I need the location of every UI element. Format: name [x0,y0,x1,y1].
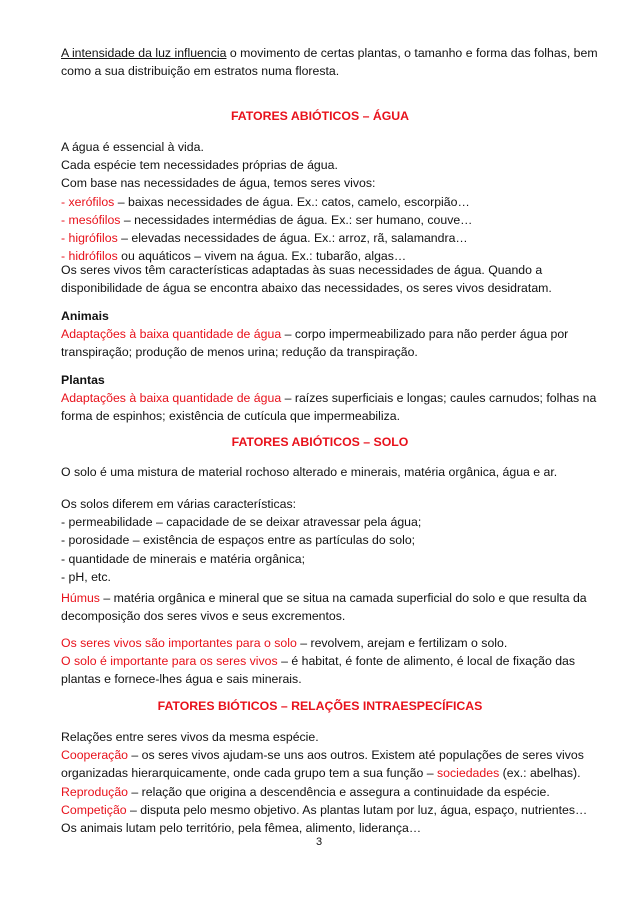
agua-type-term: - hidrófilos [61,249,118,264]
competicao-text: – disputa pelo mesmo objetivo. As plantas lutam por luz, água, espaço, nutrientes… [126,802,588,817]
importance-text-3: plantas e fornece-lhes água e sais minerais. [61,672,302,687]
solo-list-item: - quantidade de minerais e matéria orgânica; [61,551,306,566]
agua-line: A água é essencial à vida. [61,140,204,154]
competicao-text-2: Os animais lutam pelo território, pela fêmea, alimento, liderança… [61,820,422,835]
plantas-text-2: forma de espinhos; existência de cutícula que impermeabiliza. [61,409,401,424]
importance-text-2: – é habitat, é fonte de alimento, é local de fixação das [277,654,576,669]
cooperacao-text-2: organizadas hierarquicamente, onde cada grupo tem a sua função – [61,766,437,781]
solo-definition [61,463,581,481]
reproducao-term: Reprodução [61,784,128,799]
agua-type-desc: ou aquáticos – vivem na água. Ex.: tubarão, algas… [117,249,407,264]
agua-type-item [61,211,581,229]
agua-intro [61,138,581,265]
agua-type-item [61,193,581,211]
cooperacao-text: – os seres vivos ajudam-se uns aos outros. Existem até populações de seres vivos [128,748,584,763]
plantas-term: Adaptações à baixa quantidade de água [61,391,282,406]
solo-importance [61,634,581,689]
animais-text: – corpo impermeabilizado para não perder água por [281,327,569,342]
solo-list-item: - permeabilidade – capacidade de se deixar atravessar pela água; [61,515,422,530]
plantas-title: Plantas [61,373,105,387]
bioticos-intro: Relações entre seres vivos da mesma espécie. [61,730,319,744]
agua-type-term: - mesófilos [61,212,121,227]
animais-term: Adaptações à baixa quantidade de água [61,327,282,342]
agua-type-term: - xerófilos [61,194,115,209]
sociedades-term: sociedades [437,766,500,781]
solo-list-item: - porosidade – existência de espaços entre as partículas do solo; [61,533,416,548]
agua-type-term: - higrófilos [61,230,118,245]
competicao-term: Competição [61,802,127,817]
page-number: 3 [315,836,323,848]
solo-characteristics [61,495,581,586]
cooperacao-example: (ex.: abelhas). [499,766,581,781]
solo-list-item: - pH, etc. [61,569,111,584]
paragraph-line: Os seres vivos têm características adaptadas às suas necessidades de água. Quando a [61,263,543,277]
agua-type-desc: – necessidades intermédias de água. Ex.: ser humano, couve… [120,212,473,227]
humus-text: – matéria orgânica e mineral que se situa na camada superficial do solo e que resulta da [99,591,587,605]
cooperacao-term: Cooperação [61,748,128,763]
animais-text-2: transpiração; produção de menos urina; redução da transpiração. [61,345,418,360]
heading-agua: FATORES ABIÓTICOS – ÁGUA [230,109,410,123]
animais-section [61,307,581,362]
humus-text-2: decomposição dos seres vivos e seus excrementos. [61,609,346,624]
reproducao-text: – relação que origina a descendência e assegura a continuidade da espécie. [128,784,550,799]
animais-title: Animais [61,309,109,323]
solo-def-line: O solo é uma mistura de material rochoso alterado e minerais, matéria orgânica, água e ar. [61,465,558,479]
importance-term-1: Os seres vivos são importantes para o solo [61,636,297,650]
heading-solo: FATORES ABIÓTICOS – SOLO [231,435,409,449]
intro-paragraph [61,44,598,80]
agua-adaptation-paragraph [61,261,581,297]
intro-text: o movimento de certas plantas, o tamanho e forma das folhas, bem [226,46,598,60]
paragraph-line: disponibilidade de água se encontra abaixo das necessidades, os seres vivos desidratam. [61,281,552,296]
importance-term-2: O solo é importante para os seres vivos [61,654,278,669]
intro-line-2: como a sua distribuição em estratos numa floresta. [61,64,340,79]
plantas-section [61,371,597,426]
humus-term: Húmus [61,591,100,605]
humus-paragraph [61,589,587,625]
solo-list-item: Os solos diferem em várias características: [61,497,297,511]
agua-type-item [61,229,581,247]
agua-type-desc: – baixas necessidades de água. Ex.: catos, camelo, escorpião… [114,194,470,209]
agua-type-desc: – elevadas necessidades de água. Ex.: arroz, rã, salamandra… [117,230,468,245]
bioticos-section [61,728,588,837]
agua-line: Cada espécie tem necessidades próprias de água. [61,158,338,173]
agua-line: Com base nas necessidades de água, temos seres vivos: [61,176,376,191]
plantas-text: – raízes superficiais e longas; caules carnudos; folhas na [281,391,597,406]
importance-text-1: – revolvem, arejam e fertilizam o solo. [296,636,508,650]
heading-bioticos: FATORES BIÓTICOS – RELAÇÕES INTRAESPECÍFICAS [157,699,483,713]
intro-underlined-text: A intensidade da luz influencia [61,46,227,60]
